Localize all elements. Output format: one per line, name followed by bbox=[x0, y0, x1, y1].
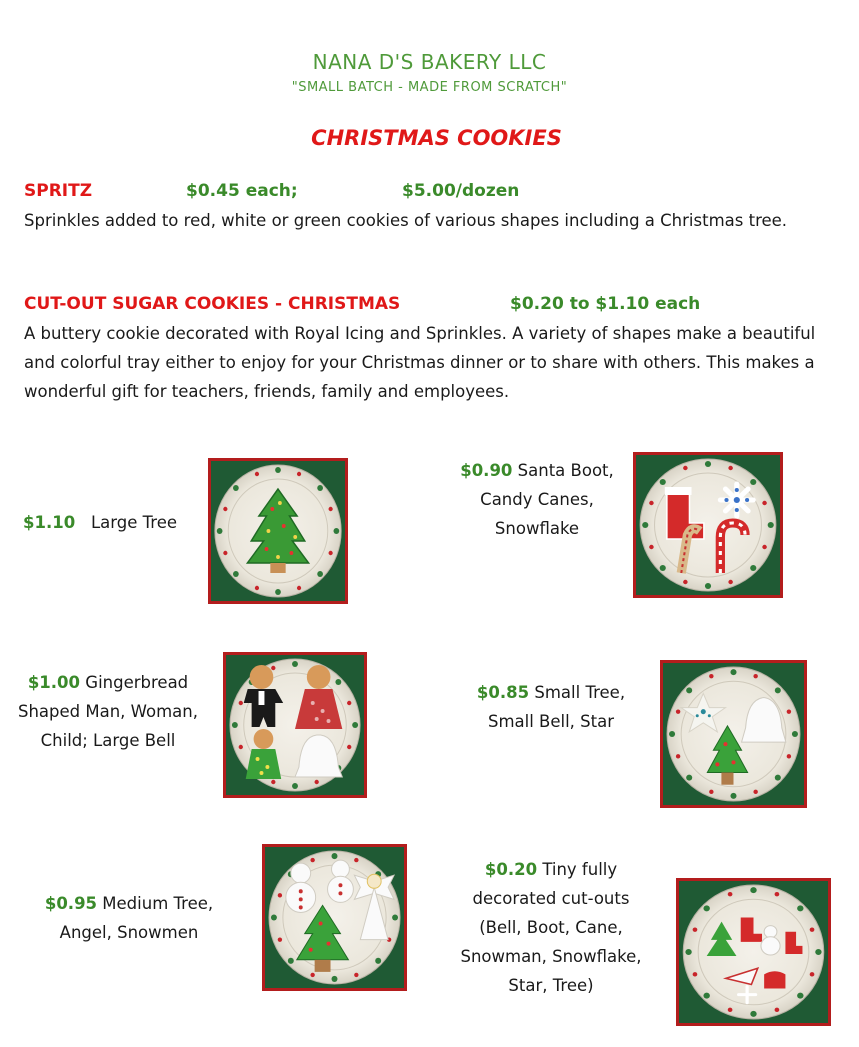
item-caption bbox=[10, 508, 190, 537]
item-label: Large Tree bbox=[90, 513, 177, 532]
item-price: $0.90 bbox=[460, 461, 513, 480]
gingerbread-bell-photo bbox=[223, 652, 367, 798]
item-caption bbox=[452, 456, 622, 543]
small-tree-bell-star-photo bbox=[660, 660, 807, 808]
item-label: Santa Boot, Candy Canes, Snowflake bbox=[480, 461, 614, 538]
item-label: Tiny fully decorated cut-outs (Bell, Boot, Cane, Snowman, Snowflake, Star, Tree) bbox=[460, 860, 642, 995]
item-label: Gingerbread Shaped Man, Woman, Child; Large Bell bbox=[17, 673, 198, 750]
bakery-name: NANA D'S BAKERY LLC bbox=[312, 50, 547, 74]
section-title: CHRISTMAS COOKIES bbox=[311, 126, 562, 150]
item-caption bbox=[458, 678, 644, 736]
cutout-description: A buttery cookie decorated with Royal Icing and Sprinkles. A variety of shapes make a beautiful and colorful tray either to enjoy for your Christmas dinner or to share with others. This makes a wonderful gift for teachers, friends, family and employees. bbox=[24, 324, 816, 401]
boot-cane-snowflake-photo bbox=[633, 452, 783, 598]
cutout-price-range: $0.20 to $1.10 each bbox=[510, 294, 701, 314]
item-caption bbox=[456, 855, 646, 1000]
spritz-description: Sprinkles added to red, white or green cookies of various shapes including a Christmas tree. bbox=[24, 211, 788, 230]
item-label: Medium Tree, Angel, Snowmen bbox=[59, 894, 214, 942]
item-price: $0.85 bbox=[476, 683, 530, 702]
item-price: $1.10 bbox=[23, 513, 76, 532]
bakery-tagline: "SMALL BATCH - MADE FROM SCRATCH" bbox=[291, 80, 568, 95]
spritz-price-dozen: $5.00/dozen bbox=[402, 181, 520, 201]
item-label: Small Tree, Small Bell, Star bbox=[487, 683, 626, 731]
spritz-name: SPRITZ bbox=[24, 181, 93, 201]
large-tree-photo bbox=[208, 458, 348, 604]
tiny-cutouts-photo bbox=[676, 878, 831, 1026]
item-price: $0.20 bbox=[484, 860, 538, 879]
item-price: $0.95 bbox=[44, 894, 98, 913]
item-price: $1.00 bbox=[27, 673, 81, 692]
cutout-name: CUT-OUT SUGAR COOKIES - CHRISTMAS bbox=[24, 294, 401, 314]
tree-angel-snowmen-photo bbox=[262, 844, 407, 991]
item-caption bbox=[8, 668, 208, 755]
item-caption bbox=[24, 889, 234, 947]
spritz-price-each: $0.45 each; bbox=[186, 181, 298, 201]
